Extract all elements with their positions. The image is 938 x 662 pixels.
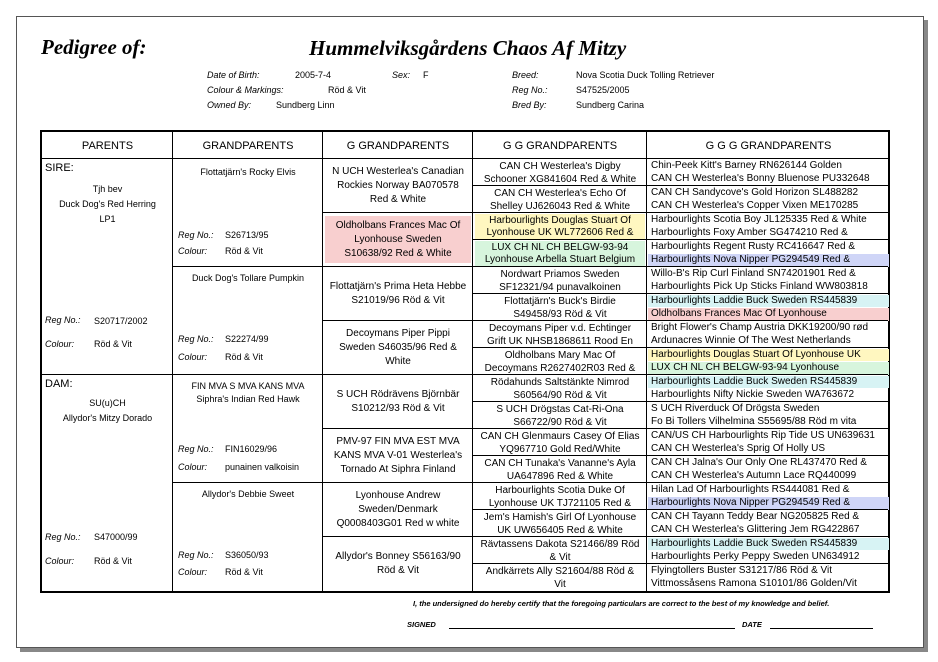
ggp-line: S UCH Rödrävens Björnbär: [336, 388, 460, 400]
gg-grandparent-7: [473, 321, 647, 348]
grandparent-colour: Röd & Vit: [225, 567, 263, 577]
grandparent-name: Siphra's Indian Red Hawk: [196, 394, 300, 404]
ggp-line: Lyonhouse Sweden: [354, 233, 442, 245]
gg-grandparent-4: [475, 241, 645, 266]
sire-colour-label: Colour:: [45, 339, 75, 349]
ggp-line: Grift UK NHSB1868611 Rood En: [486, 335, 633, 347]
gg-grandparent-14: [473, 510, 647, 537]
ggg-grandparent-13: Bright Flower's Champ Austria DKK19200/90 rød: [651, 321, 869, 333]
ggp-line: S UCH Drögstas Cat-Ri-Ona: [496, 403, 624, 415]
owned-by-label: Owned By:: [207, 100, 252, 110]
ggp-line: S60564/90 Röd & Vit: [513, 389, 607, 401]
ggg-grandparent-3: CAN CH Sandycove's Gold Horizon SL488282: [651, 186, 859, 198]
ggg-grandparent-6: Harbourlights Foxy Amber SG474210 Red &: [651, 227, 848, 238]
ggp-line: Sweden S46035/96 Red &: [339, 341, 457, 353]
great-grandparent-2: [323, 213, 473, 266]
header-great-grandparents: G GRANDPARENTS: [346, 139, 450, 152]
ggp-line: N UCH Westerlea's Canadian: [332, 166, 464, 177]
ggp-line: S10638/92 Red & White: [344, 247, 452, 259]
gg-grandparent-6: [473, 294, 647, 321]
grandparent-reg-label: Reg No.:: [178, 230, 214, 240]
ggg-grandparent-29: Harbourlights Laddie Buck Sweden RS445839: [648, 538, 889, 551]
ggg-grandparent-12: Oldholbans Frances Mac Of Lyonhouse: [648, 308, 889, 321]
ggg-grandparent-2: CAN CH Westerlea's Bonny Bluenose PU332648: [651, 173, 870, 184]
sire-reg-value: S20717/2002: [94, 316, 148, 326]
breed-value: Nova Scotia Duck Tolling Retriever: [576, 70, 715, 80]
ggg-grandparent-1: Chin-Peek Kitt's Barney RN626144 Golden: [651, 159, 842, 171]
ggg-grandparent-28: CAN CH Westerlea's Glittering Jem RG422867: [651, 524, 860, 535]
ggp-line: Decoymans Piper Pippi: [346, 327, 450, 339]
ggp-line: UA647896 Red & White: [506, 470, 614, 482]
ggg-grandparent-27: CAN CH Tayann Teddy Bear NG205825 Red &: [651, 510, 860, 522]
ggp-line: Lyonhouse Arbella Stuart Belgium: [484, 253, 636, 265]
ggp-line: UK UW656405 Red & White: [497, 524, 623, 536]
header-gg-grandparents: G G GRANDPARENTS: [502, 139, 618, 152]
ggp-line: Decoymans R2627402R03 Red &: [484, 362, 636, 374]
dam-colour-label: Colour:: [45, 556, 75, 566]
gg-grandparent-5: [473, 267, 647, 294]
header-ggg-grandparents: G G G GRANDPARENTS: [705, 139, 832, 152]
gg-grandparent-11: [473, 429, 647, 456]
ggp-line: Rödahunds Saltstänkte Nimrod: [490, 376, 630, 388]
bred-by-value: Sundberg Carina: [576, 100, 645, 110]
ggg-grandparent-19: S UCH Riverduck Of Drögsta Sweden: [651, 402, 820, 414]
great-grandparent-4: [323, 321, 473, 374]
dob-value: 2005-7-4: [295, 70, 332, 80]
ggp-line: Lyonhouse UK TJ721105 Red &: [488, 497, 632, 509]
ggg-grandparent-30: Harbourlights Perky Peppy Sweden UN634912: [651, 551, 860, 562]
dob-label: Date of Birth:: [207, 70, 260, 80]
gg-grandparent-10: [473, 402, 647, 429]
ggg-grandparent-23: CAN CH Jalna's Our Only One RL437470 Red &: [651, 456, 867, 468]
ggg-grandparent-20: Fo Bi Tollers Vilhelmina S55695/88 Röd m vita: [651, 416, 857, 427]
grandparent-name: Duck Dog's Tollare Pumpkin: [191, 273, 305, 283]
great-grandparent-1: [323, 159, 473, 213]
grandparent-name: Allydor's Debbie Sweet: [201, 489, 295, 499]
ggg-grandparent-22: CAN CH Westerlea's Sprig Of Holly US: [651, 443, 825, 454]
grandparent-1: [173, 159, 323, 266]
ggp-line: S66722/90 Röd & Vit: [513, 416, 607, 428]
ggp-line: Schooner XG841604 Red & White: [483, 173, 637, 185]
ggp-line: Flottatjärn's Buck's Birdie: [504, 295, 616, 307]
dam-block: [42, 375, 173, 591]
ggg-grandparent-7: Harbourlights Regent Rusty RC416647 Red &: [651, 240, 855, 252]
date-label: DATE: [742, 620, 762, 629]
ggg-grandparent-26: Harbourlights Nova Nipper PG294549 Red &: [648, 497, 889, 510]
signature-line[interactable]: [449, 628, 735, 629]
ggp-line: PMV-97 FIN MVA EST MVA: [336, 435, 460, 447]
pedigree-sheet: [16, 16, 924, 648]
sire-name: Duck Dog's Red Herring: [59, 199, 156, 209]
ggp-line: CAN CH Westerlea's Echo Of: [494, 187, 626, 199]
ggp-line: Red & White: [369, 194, 427, 205]
great-grandparent-8: [323, 537, 473, 591]
grandparent-reg-label: Reg No.:: [178, 550, 214, 560]
grandparent-colour: punainen valkoisin: [225, 462, 300, 472]
dam-colour-value: Röd & Vit: [94, 556, 132, 566]
ggp-line: Flottatjärn's Prima Heta Hebbe: [329, 281, 467, 292]
sire-name-suffix: LP1: [99, 214, 116, 224]
bred-by-label: Bred By:: [512, 100, 547, 110]
gg-grandparent-9: [473, 375, 647, 402]
ggp-line: & Vit: [549, 551, 571, 563]
ggp-line: S10212/93 Röd & Vit: [351, 402, 445, 414]
ggg-grandparent-15: Harbourlights Douglas Stuart Of Lyonhouse UK: [648, 349, 889, 362]
sire-reg-label: Reg No.:: [45, 315, 81, 325]
header-parents: PARENTS: [81, 139, 134, 152]
grandparent-reg-label: Reg No.:: [178, 334, 214, 344]
ggp-line: CAN CH Westerlea's Digby: [499, 160, 621, 172]
ggg-grandparent-31: Flyingtollers Buster S31217/86 Röd & Vit: [651, 564, 833, 576]
grandparent-3: [173, 375, 323, 482]
colour-markings-value: Röd & Vit: [328, 85, 366, 95]
sire-colour-value: Röd & Vit: [94, 339, 132, 349]
grandparent-2: [173, 267, 323, 374]
grandparent-colour-label: Colour:: [178, 352, 208, 362]
ggp-line: Jem's Hamish's Girl Of Lyonhouse: [483, 511, 637, 523]
header-grandparents: GRANDPARENTS: [202, 139, 294, 152]
sire-role: SIRE:: [45, 162, 74, 174]
great-grandparent-3: [323, 267, 473, 321]
ggg-grandparent-24: CAN CH Westerlea's Autumn Lace RQ440099: [651, 470, 857, 481]
ggp-line: Nordwart Priamos Sweden: [500, 268, 620, 280]
owned-by-value: Sundberg Linn: [276, 100, 335, 110]
grandparent-reg-label: Reg No.:: [178, 444, 214, 454]
grandparent-title: FIN MVA S MVA KANS MVA: [191, 381, 305, 391]
dam-name: Allydor's Mitzy Dorado: [62, 413, 153, 423]
ggp-line: Oldholbans Frances Mac Of: [335, 219, 461, 231]
ggp-line: SF12321/94 punavalkoinen: [499, 281, 621, 293]
ggg-grandparents-column: [647, 159, 890, 591]
ggp-line: Rockies Norway BA070578: [337, 180, 459, 191]
ggg-grandparent-32: Vittmossåsens Ramona S10101/86 Golden/Vit: [651, 578, 857, 589]
ggp-line: Vit: [554, 578, 566, 590]
gg-grandparent-13: [473, 483, 647, 510]
ggp-line: Decoymans Piper v.d. Echtinger: [488, 322, 632, 334]
ggp-line: Rävtassens Dakota S21466/89 Röd: [480, 538, 640, 550]
ggp-line: CAN CH Glenmaurs Casey Of Elias: [480, 430, 640, 442]
grandparent-reg: S26713/95: [225, 230, 269, 240]
ggg-grandparent-16: LUX CH NL CH BELGW-93-94 Lyonhouse: [648, 362, 889, 375]
sire-block: [42, 159, 173, 374]
gg-grandparent-15: [473, 537, 647, 564]
gg-grandparent-2: [473, 186, 647, 213]
grandparent-colour-label: Colour:: [178, 246, 208, 256]
ggg-grandparent-11: Harbourlights Laddie Buck Sweden RS445839: [648, 295, 889, 308]
grandparent-colour: Röd & Vit: [225, 246, 263, 256]
ggg-grandparent-14: Ardunacres Winnie Of The West Netherlands: [651, 335, 851, 346]
ggp-line: Q0008403G01 Red w white: [336, 517, 460, 529]
ggp-line: KANS MVA V-01 Westerlea's: [333, 449, 463, 461]
pedigree-table: [40, 130, 890, 593]
ggp-line: Oldholbans Mary Mac Of: [504, 349, 616, 361]
dam-reg-value: S47000/99: [94, 532, 138, 542]
gg-grandparent-8: [473, 348, 647, 375]
ggp-line: Röd & Vit: [376, 565, 420, 576]
date-line[interactable]: [770, 628, 873, 629]
sex-value: F: [423, 70, 429, 80]
gg-grandparent-3: [475, 214, 645, 239]
ggp-line: Tornado At Siphra Finland: [340, 463, 456, 475]
great-grandparent-5: [323, 375, 473, 428]
certification-text: I, the undersigned do hereby certify that the foregoing particulars are correct to the best of my knowledge and belief.: [413, 599, 830, 608]
ggg-grandparent-8: Harbourlights Nova Nipper PG294549 Red &: [648, 254, 889, 267]
ggp-line: Harbourlights Douglas Stuart Of: [489, 214, 631, 226]
grandparent-colour-label: Colour:: [178, 462, 208, 472]
gg-grandparent-16: [473, 564, 647, 591]
grandparent-reg: S22274/99: [225, 334, 269, 344]
sex-label: Sex:: [392, 70, 411, 80]
ggg-grandparent-4: CAN CH Westerlea's Copper Vixen ME170285: [651, 200, 859, 211]
ggg-grandparent-21: CAN/US CH Harbourlights Rip Tide US UN639631: [651, 429, 875, 441]
dog-name: Hummelviksgårdens Chaos Af Mitzy: [309, 36, 627, 60]
ggp-line: Allydor's Bonney S56163/90: [335, 551, 461, 562]
ggp-line: Andkärrets Ally S21604/88 Röd &: [485, 565, 635, 577]
dam-title: SU(u)CH: [89, 398, 126, 408]
ggp-line: Lyonhouse UK WL772606 Red &: [486, 226, 634, 238]
ggp-line: YQ967710 Gold Red/White: [499, 443, 621, 455]
colour-markings-label: Colour & Markings:: [207, 85, 284, 95]
grandparent-colour-label: Colour:: [178, 567, 208, 577]
dam-reg-label: Reg No.:: [45, 532, 81, 542]
ggp-line: Harbourlights Scotia Duke Of: [495, 484, 625, 496]
grandparent-colour: Röd & Vit: [225, 352, 263, 362]
gg-grandparent-12: [473, 456, 647, 483]
grandparent-reg: FIN16029/96: [225, 444, 278, 454]
ggg-grandparent-5: Harbourlights Scotia Boy JL125335 Red & White: [651, 213, 867, 225]
ggp-line: CAN CH Tunaka's Vananne's Ayla: [484, 457, 636, 469]
ggg-grandparent-9: Willo-B's Rip Curl Finland SN74201901 Red &: [651, 267, 856, 279]
ggg-grandparent-17: Harbourlights Laddie Buck Sweden RS445839: [648, 376, 889, 389]
ggp-line: S21019/96 Röd & Vit: [351, 295, 445, 306]
ggp-line: White: [385, 355, 411, 367]
ggp-line: S49458/93 Röd & Vit: [513, 308, 607, 320]
signed-label: SIGNED: [407, 620, 436, 629]
ggg-grandparent-10: Harbourlights Pick Up Sticks Finland WW803818: [651, 281, 868, 292]
reg-no-value: S47525/2005: [576, 85, 630, 95]
ggp-line: Shelley UJ626043 Red & White: [489, 200, 631, 212]
reg-no-label: Reg No.:: [512, 85, 548, 95]
ggp-line: Sweden/Denmark: [358, 503, 438, 515]
ggp-line: LUX CH NL CH BELGW-93-94: [491, 241, 629, 253]
great-grandparent-7: [323, 483, 473, 536]
ggp-line: Lyonhouse Andrew: [355, 489, 441, 501]
ggg-grandparent-18: Harbourlights Nifty Nickie Sweden WA763672: [651, 389, 855, 400]
gg-grandparent-1: [473, 159, 647, 186]
great-grandparent-6: [323, 429, 473, 482]
ggg-grandparent-25: Hilan Lad Of Harbourlights RS444081 Red &: [651, 483, 850, 495]
dam-role: DAM:: [45, 378, 73, 390]
grandparent-reg: S36050/93: [225, 550, 269, 560]
grandparent-4: [173, 483, 323, 591]
pedigree-of-label: Pedigree of:: [41, 35, 147, 59]
breed-label: Breed:: [512, 70, 539, 80]
grandparent-name: Flottatjärn's Rocky Elvis: [200, 167, 296, 177]
sire-title: Tjh bev: [92, 184, 123, 194]
